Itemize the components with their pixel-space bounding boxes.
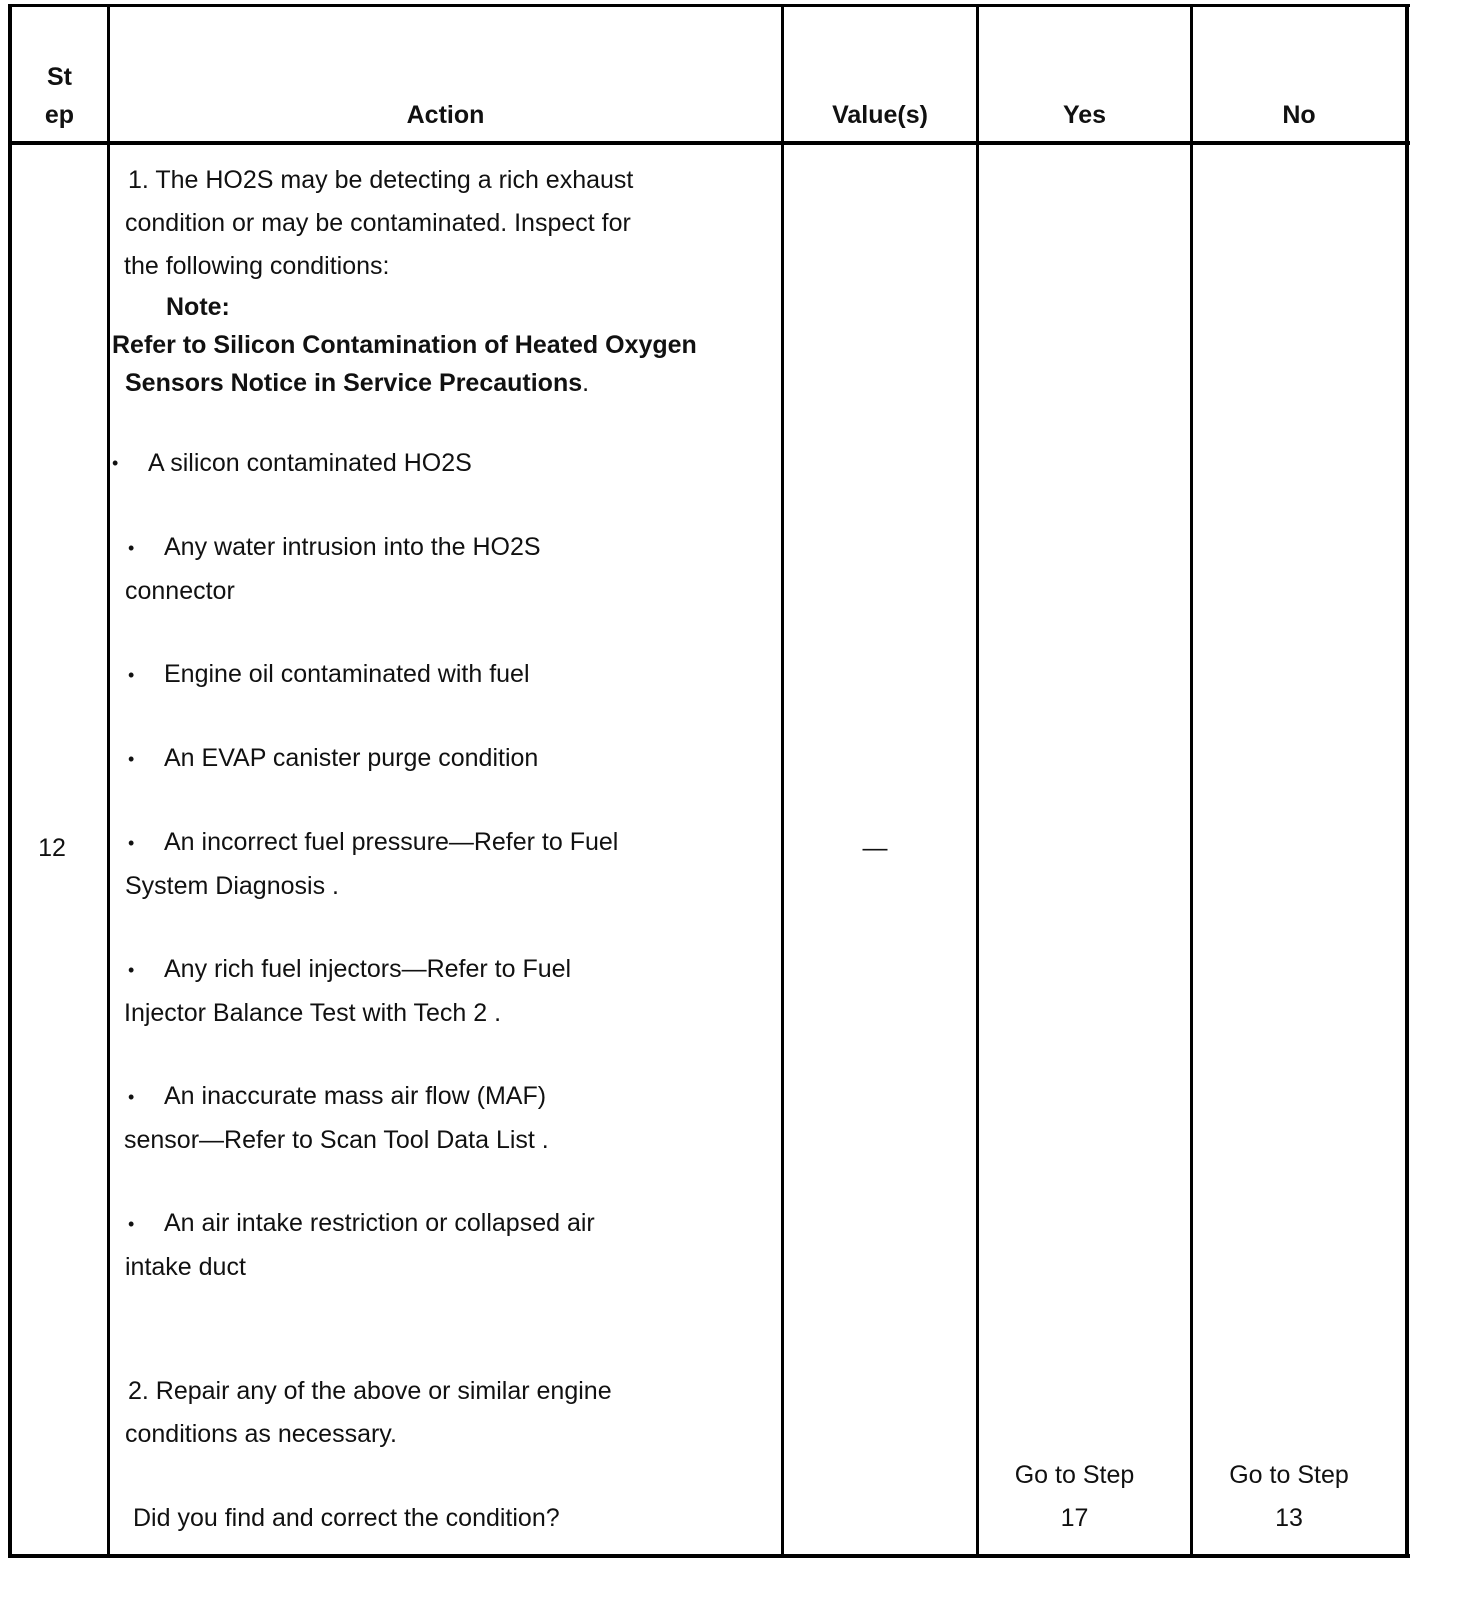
bullet-item-1: A silicon contaminated HO2S xyxy=(148,449,472,477)
bullet-item-4: An EVAP canister purge condition xyxy=(164,744,539,772)
bullet-icon: • xyxy=(128,538,135,558)
column-divider-step xyxy=(107,4,110,1558)
value-cell: — xyxy=(862,834,888,862)
column-divider-action xyxy=(781,4,784,1558)
bullet-icon: • xyxy=(112,453,119,473)
header-step-line1: St xyxy=(47,63,72,91)
table-border-left xyxy=(8,4,12,1558)
bullet-item-7-line1: An inaccurate mass air flow (MAF) xyxy=(164,1082,547,1110)
header-values: Value(s) xyxy=(832,101,928,129)
table-border-top xyxy=(8,4,1410,7)
action-step2-line1: 2. Repair any of the above or similar engine xyxy=(128,1377,612,1405)
bullet-item-8-line1: An air intake restriction or collapsed air xyxy=(164,1209,595,1237)
header-no: No xyxy=(1282,101,1316,129)
bullet-item-8-line2: intake duct xyxy=(125,1253,246,1281)
bullet-item-7-line2: sensor—Refer to Scan Tool Data List . xyxy=(124,1126,549,1154)
bullet-icon: • xyxy=(128,960,135,980)
bullet-icon: • xyxy=(128,665,135,685)
column-divider-values xyxy=(976,4,979,1558)
table-border-right xyxy=(1405,4,1409,1558)
bullet-icon: • xyxy=(128,833,135,853)
bullet-item-5-line1: An incorrect fuel pressure—Refer to Fuel xyxy=(164,828,619,856)
action-intro-line3: the following conditions: xyxy=(124,252,390,280)
note-line2-text: Sensors Notice in Service Precautions xyxy=(125,369,583,397)
no-cell-line1[interactable]: Go to Step xyxy=(1229,1461,1349,1489)
note-label: Note: xyxy=(166,293,230,321)
header-action: Action xyxy=(406,101,485,129)
column-divider-yes xyxy=(1190,4,1193,1558)
action-intro-line2: condition or may be contaminated. Inspect for xyxy=(125,209,631,237)
no-cell-line2[interactable]: 13 xyxy=(1275,1504,1303,1532)
header-divider xyxy=(8,141,1410,145)
header-yes: Yes xyxy=(1062,101,1107,129)
action-step2-line2: conditions as necessary. xyxy=(125,1420,397,1448)
bullet-item-2-line2: connector xyxy=(125,577,235,605)
bullet-icon: • xyxy=(128,1214,135,1234)
yes-cell-line1[interactable]: Go to Step xyxy=(1014,1461,1135,1489)
header-step-line2: ep xyxy=(44,101,75,129)
bullet-icon: • xyxy=(128,1087,135,1107)
action-intro-line1: 1. The HO2S may be detecting a rich exhaust xyxy=(128,166,634,194)
bullet-item-3: Engine oil contaminated with fuel xyxy=(164,660,530,688)
note-line2-period: . xyxy=(582,369,590,397)
note-line2 xyxy=(125,368,589,398)
table-border-bottom xyxy=(8,1554,1410,1558)
bullet-item-2-line1: Any water intrusion into the HO2S xyxy=(164,533,541,561)
bullet-item-6-line1: Any rich fuel injectors—Refer to Fuel xyxy=(164,955,572,983)
note-line1: Refer to Silicon Contamination of Heated Oxygen xyxy=(112,331,697,359)
bullet-icon: • xyxy=(128,749,135,769)
yes-cell-line2[interactable]: 17 xyxy=(1060,1504,1089,1532)
step-number: 12 xyxy=(38,834,66,862)
bullet-item-5-line2: System Diagnosis . xyxy=(125,872,339,900)
action-question: Did you find and correct the condition? xyxy=(133,1504,560,1532)
bullet-item-6-line2: Injector Balance Test with Tech 2 . xyxy=(124,999,502,1027)
